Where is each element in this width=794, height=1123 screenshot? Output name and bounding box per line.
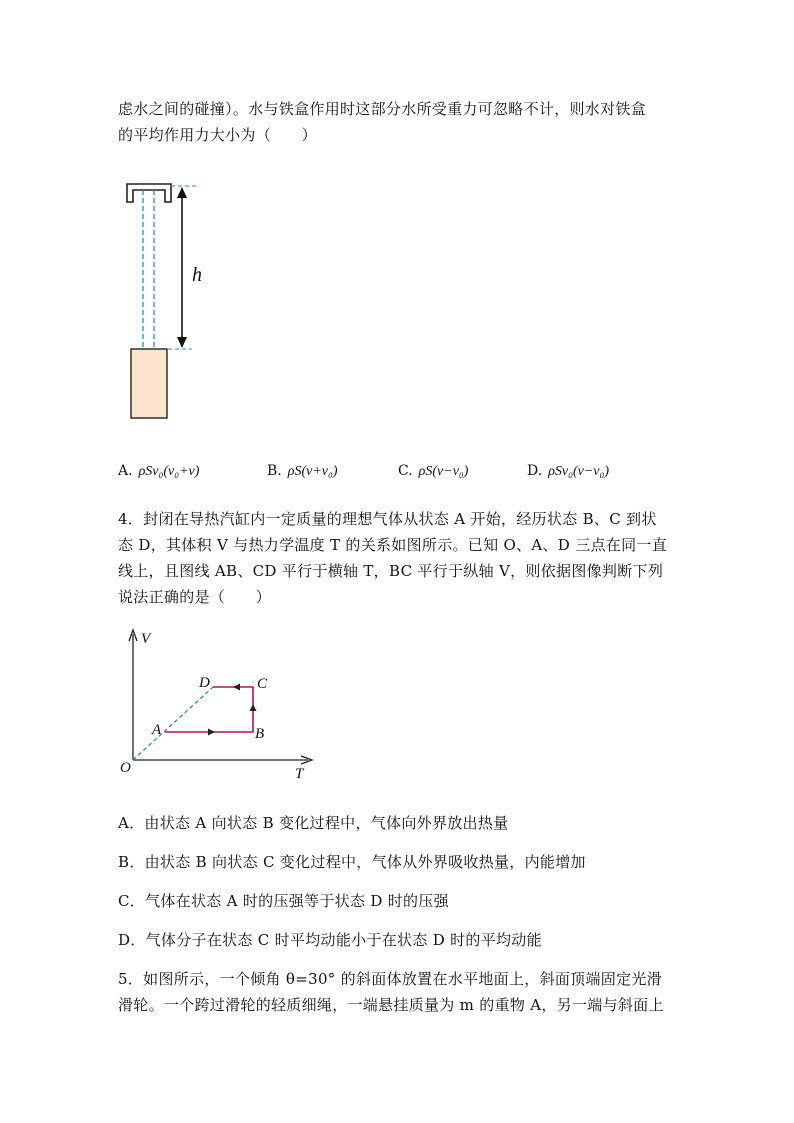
- option-label: C.: [398, 463, 413, 479]
- option-label: D.: [527, 463, 543, 479]
- axis-t-label: T: [295, 766, 304, 782]
- point-a-label: A: [152, 722, 162, 738]
- q3-option-c[interactable]: [398, 463, 468, 480]
- q4-option-d[interactable]: D．气体分子在状态 C 时平均动能小于在状态 D 时的平均动能: [118, 931, 542, 949]
- point-d-label: D: [199, 675, 210, 691]
- q5-line-1: 5．如图所示，一个倾角 θ=30° 的斜面体放置在水平地面上，斜面顶端固定光滑: [118, 970, 662, 988]
- arrow-head-up: [177, 187, 187, 198]
- arrow-cd: [233, 684, 240, 691]
- arrow-bc: [250, 704, 257, 711]
- option-label: B.: [267, 463, 282, 479]
- point-b-label: B: [255, 726, 265, 742]
- figure-vt-diagram: [112, 626, 322, 786]
- q4-option-b[interactable]: B．由状态 B 向状态 C 变化过程中，气体从外界吸收热量，内能增加: [118, 853, 586, 871]
- height-label: h: [192, 264, 202, 286]
- option-expr: ρSv₀(v₀+v): [138, 464, 200, 479]
- q4-line-2: 态 D，其体积 V 与热力学温度 T 的关系如图所示。已知 O、A、D 三点在同一直: [118, 536, 667, 554]
- q4-line-3: 线上，且图线 AB、CD 平行于横轴 T，BC 平行于纵轴 V，则依据图像判断下列: [118, 562, 664, 580]
- q3-option-a[interactable]: [118, 463, 199, 480]
- figure-water-box: [118, 178, 238, 423]
- option-expr: ρSv₀(v−v₀): [548, 464, 610, 479]
- option-label: A.: [118, 463, 133, 479]
- point-c-label: C: [257, 676, 268, 692]
- intro-line-2: 的平均作用力大小为（ ）: [118, 126, 317, 144]
- arrow-ab: [208, 729, 215, 736]
- arrow-head-down: [177, 337, 187, 348]
- q3-option-d[interactable]: [527, 463, 609, 480]
- nozzle-block: [131, 349, 167, 418]
- q4-line-4: 说法正确的是（ ）: [118, 588, 272, 606]
- option-expr: ρS(v+v₀): [287, 464, 338, 479]
- axis-v-label: V: [141, 631, 151, 647]
- intro-line-1: 虑水之间的碰撞）。水与铁盒作用时这部分水所受重力可忽略不计，则水对铁盒: [118, 100, 647, 118]
- option-expr: ρS(v−v₀): [418, 464, 469, 479]
- iron-box: [127, 184, 171, 202]
- od-dashed-line: [133, 687, 213, 760]
- q5-line-2: 滑轮。一个跨过滑轮的轻质细绳，一端悬挂质量为 m 的重物 A，另一端与斜面上: [118, 996, 664, 1014]
- q4-option-a[interactable]: A．由状态 A 向状态 B 变化过程中，气体向外界放出热量: [118, 814, 509, 832]
- origin-label: O: [120, 760, 131, 776]
- q3-option-b[interactable]: [267, 463, 338, 480]
- q4-option-c[interactable]: C．气体在状态 A 时的压强等于状态 D 时的压强: [118, 892, 449, 910]
- q4-line-1: 4．封闭在导热汽缸内一定质量的理想气体从状态 A 开始，经历状态 B、C 到状: [118, 510, 657, 528]
